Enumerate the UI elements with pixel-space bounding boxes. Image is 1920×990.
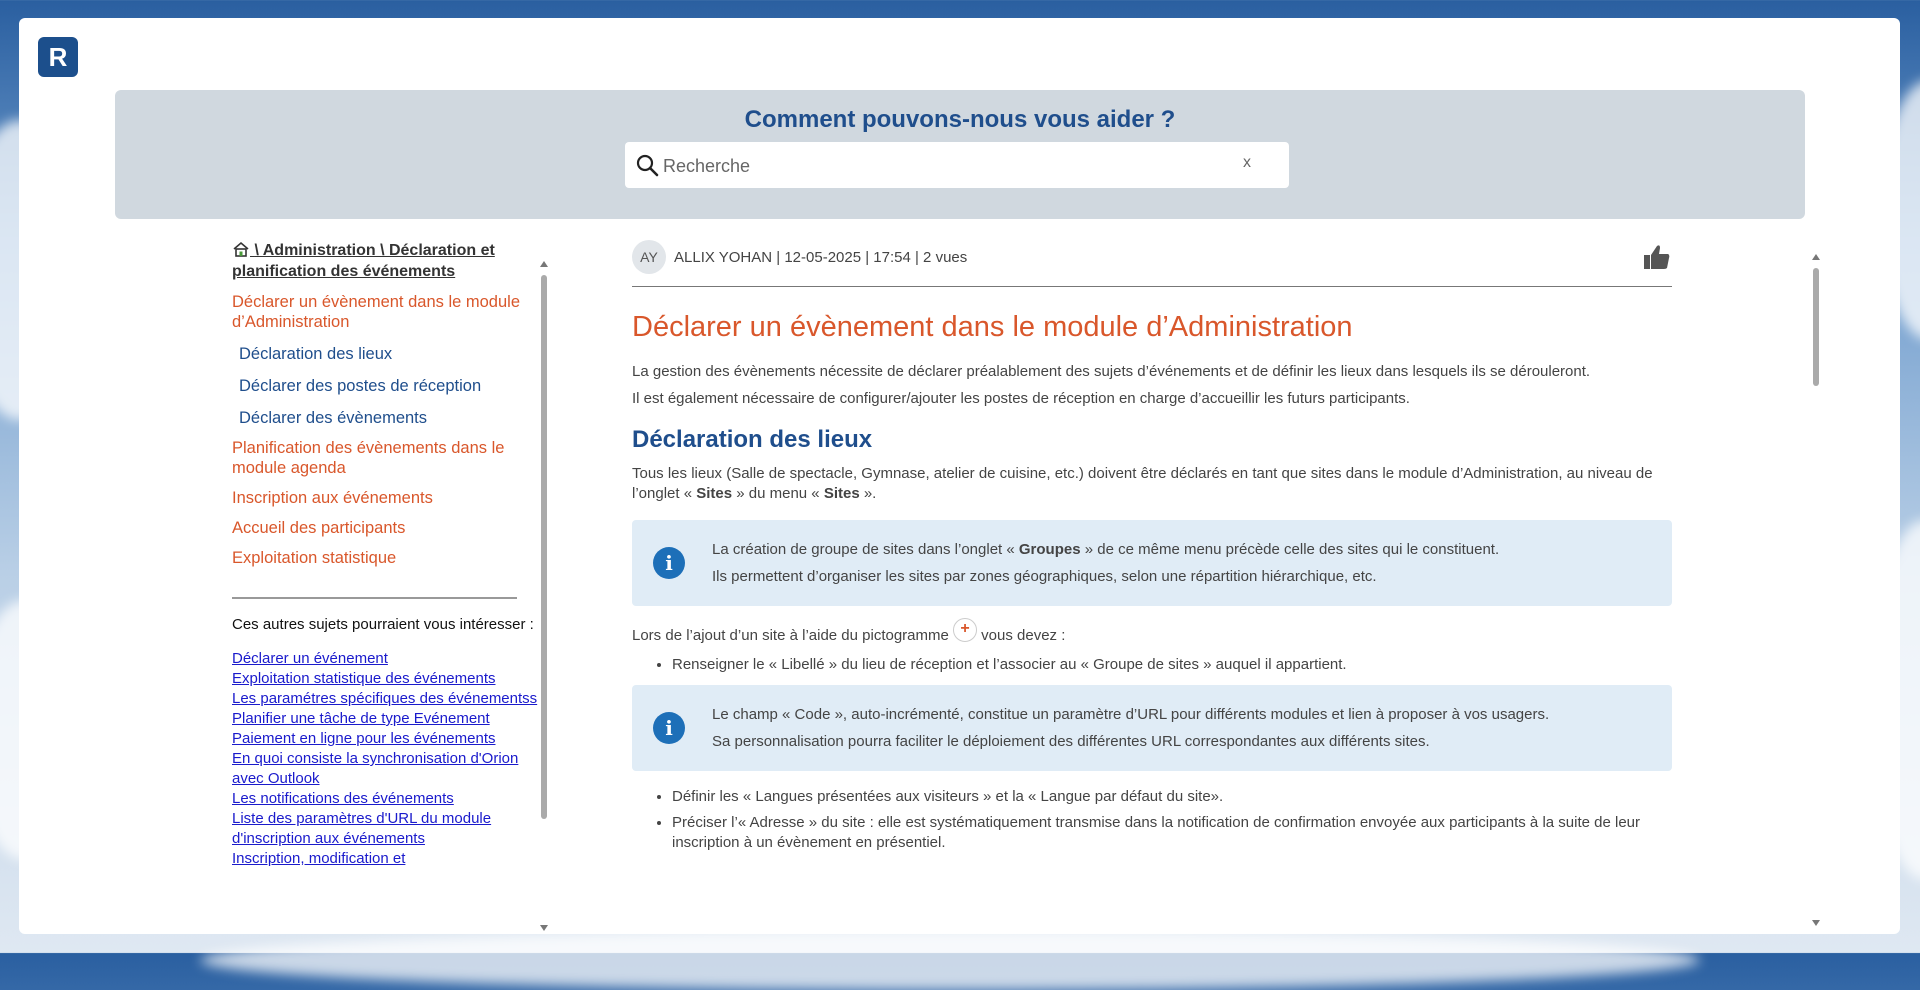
main-card [19, 18, 1900, 934]
search-box [625, 142, 1289, 188]
info-box [632, 520, 1672, 606]
intro-line-1: La gestion des évènements nécessite de déclarer préalablement des sujets d’événements et de définir les lieux dans lesquels ils se dérouleront. [632, 363, 1591, 380]
article-content [632, 240, 1692, 932]
sidebar-item[interactable]: Planification des évènements dans le module agenda [232, 439, 505, 477]
sidebar-item[interactable]: Déclaration des lieux [239, 345, 393, 363]
bullet-list [632, 655, 1692, 675]
list-item: • Renseigner le « Libellé » du lieu de réception et l’associer au « Groupe de sites » auquel il appartient. [672, 655, 1692, 675]
other-topics-list [232, 649, 542, 869]
sidebar-item[interactable]: Déclarer un évènement dans le module d’Administration [232, 293, 521, 331]
add-plus-icon: + [953, 618, 977, 642]
sidebar-item[interactable]: Accueil des participants [232, 519, 406, 537]
sidebar-scrollbar[interactable] [540, 261, 548, 931]
scroll-down-arrow-icon[interactable] [540, 925, 548, 931]
related-topic-link[interactable]: Déclarer un événement [232, 650, 388, 667]
scroll-up-arrow-icon[interactable] [1812, 254, 1820, 260]
content-scrollbar[interactable] [1811, 254, 1821, 926]
info-line: Ils permettent d’organiser les sites par zones géographiques, selon une répartition hiérarchique, etc. [712, 568, 1377, 585]
info-icon: i [653, 547, 685, 579]
add-site-text: Lors de l’ajout d’un site à l’aide du pictogramme + vous devez : [632, 620, 1066, 644]
help-banner [115, 90, 1805, 219]
section-heading: Déclaration des lieux [632, 426, 873, 453]
sidebar-divider [232, 597, 517, 599]
bullet-list [632, 787, 1692, 853]
list-item: • Préciser l’« Adresse » du site : elle est systématiquement transmise dans la notification de confirmation envoyée aux participants à la suite de leur inscription à un évènement en présentiel. [672, 813, 1692, 853]
related-topic-link[interactable]: Les notifications des événements [232, 790, 454, 807]
article-title: Déclarer un évènement dans le module d’Administration [632, 311, 1353, 343]
help-title: Comment pouvons-nous vous aider ? [744, 106, 1176, 133]
intro-line-2: Il est également nécessaire de configurer/ajouter les postes de réception en charge d’accueillir les futurs participants. [632, 390, 1410, 407]
info-line: La création de groupe de sites dans l’onglet « Groupes » de ce même menu précède celle des sites qui le constituent. [712, 541, 1500, 558]
info-icon: i [653, 712, 685, 744]
sidebar-item[interactable]: Déclarer des postes de réception [239, 377, 482, 395]
app-logo[interactable]: R [38, 37, 78, 77]
related-topic-link[interactable]: Paiement en ligne pour les événements [232, 730, 496, 747]
sidebar-item[interactable]: Exploitation statistique [232, 549, 397, 567]
author-row [632, 240, 1672, 287]
related-topic-link[interactable]: Planifier une tâche de type Evénement [232, 710, 490, 727]
sidebar [232, 240, 542, 932]
thumbs-up-icon[interactable] [1642, 242, 1672, 272]
home-icon[interactable] [232, 241, 250, 257]
scroll-down-arrow-icon[interactable] [1812, 920, 1820, 926]
search-input[interactable] [661, 142, 1245, 190]
list-item: • Définir les « Langues présentées aux visiteurs » et la « Langue par défaut du site». [672, 787, 1692, 807]
avatar: AY [632, 240, 666, 274]
related-topic-link[interactable]: Liste des paramètres d'URL du module d'inscription aux événements [232, 810, 492, 847]
related-topic-link[interactable]: Les paramétres spécifiques des événementss [232, 690, 538, 707]
scroll-up-arrow-icon[interactable] [540, 261, 548, 267]
breadcrumb-text[interactable]: \ Administration \ Déclaration et planification des événements [232, 242, 495, 280]
sidebar-item[interactable]: Déclarer des évènements [239, 409, 428, 427]
related-topic-link[interactable]: Exploitation statistique des événements [232, 670, 496, 687]
article-meta: ALLIX YOHAN | 12-05-2025 | 17:54 | 2 vues [674, 249, 968, 266]
related-topic-link[interactable]: Inscription, modification et [232, 850, 406, 867]
other-topics-title: Ces autres sujets pourraient vous intéresser : [232, 616, 534, 633]
section-text: Tous les lieux (Salle de spectacle, Gymnase, atelier de cuisine, etc.) doivent être déclarés en tant que sites dans le module d’Administration, au niveau de l’onglet « Sites » du menu « Sites ». [632, 465, 1653, 502]
search-icon [635, 153, 659, 177]
clear-search-button[interactable]: x [1243, 154, 1251, 171]
info-line: Le champ « Code », auto-incrémenté, constitue un paramètre d’URL pour différents modules et lien à proposer à vos usagers. [712, 706, 1550, 723]
info-box [632, 685, 1672, 771]
related-topic-link[interactable]: En quoi consiste la synchronisation d'Orion avec Outlook [232, 750, 519, 787]
scroll-thumb[interactable] [541, 275, 547, 819]
info-line: Sa personnalisation pourra faciliter le déploiement des différentes URL correspondantes aux différents sites. [712, 733, 1430, 750]
sidebar-item[interactable]: Inscription aux événements [232, 489, 433, 507]
scroll-thumb[interactable] [1813, 268, 1819, 386]
breadcrumb[interactable] [232, 240, 542, 282]
